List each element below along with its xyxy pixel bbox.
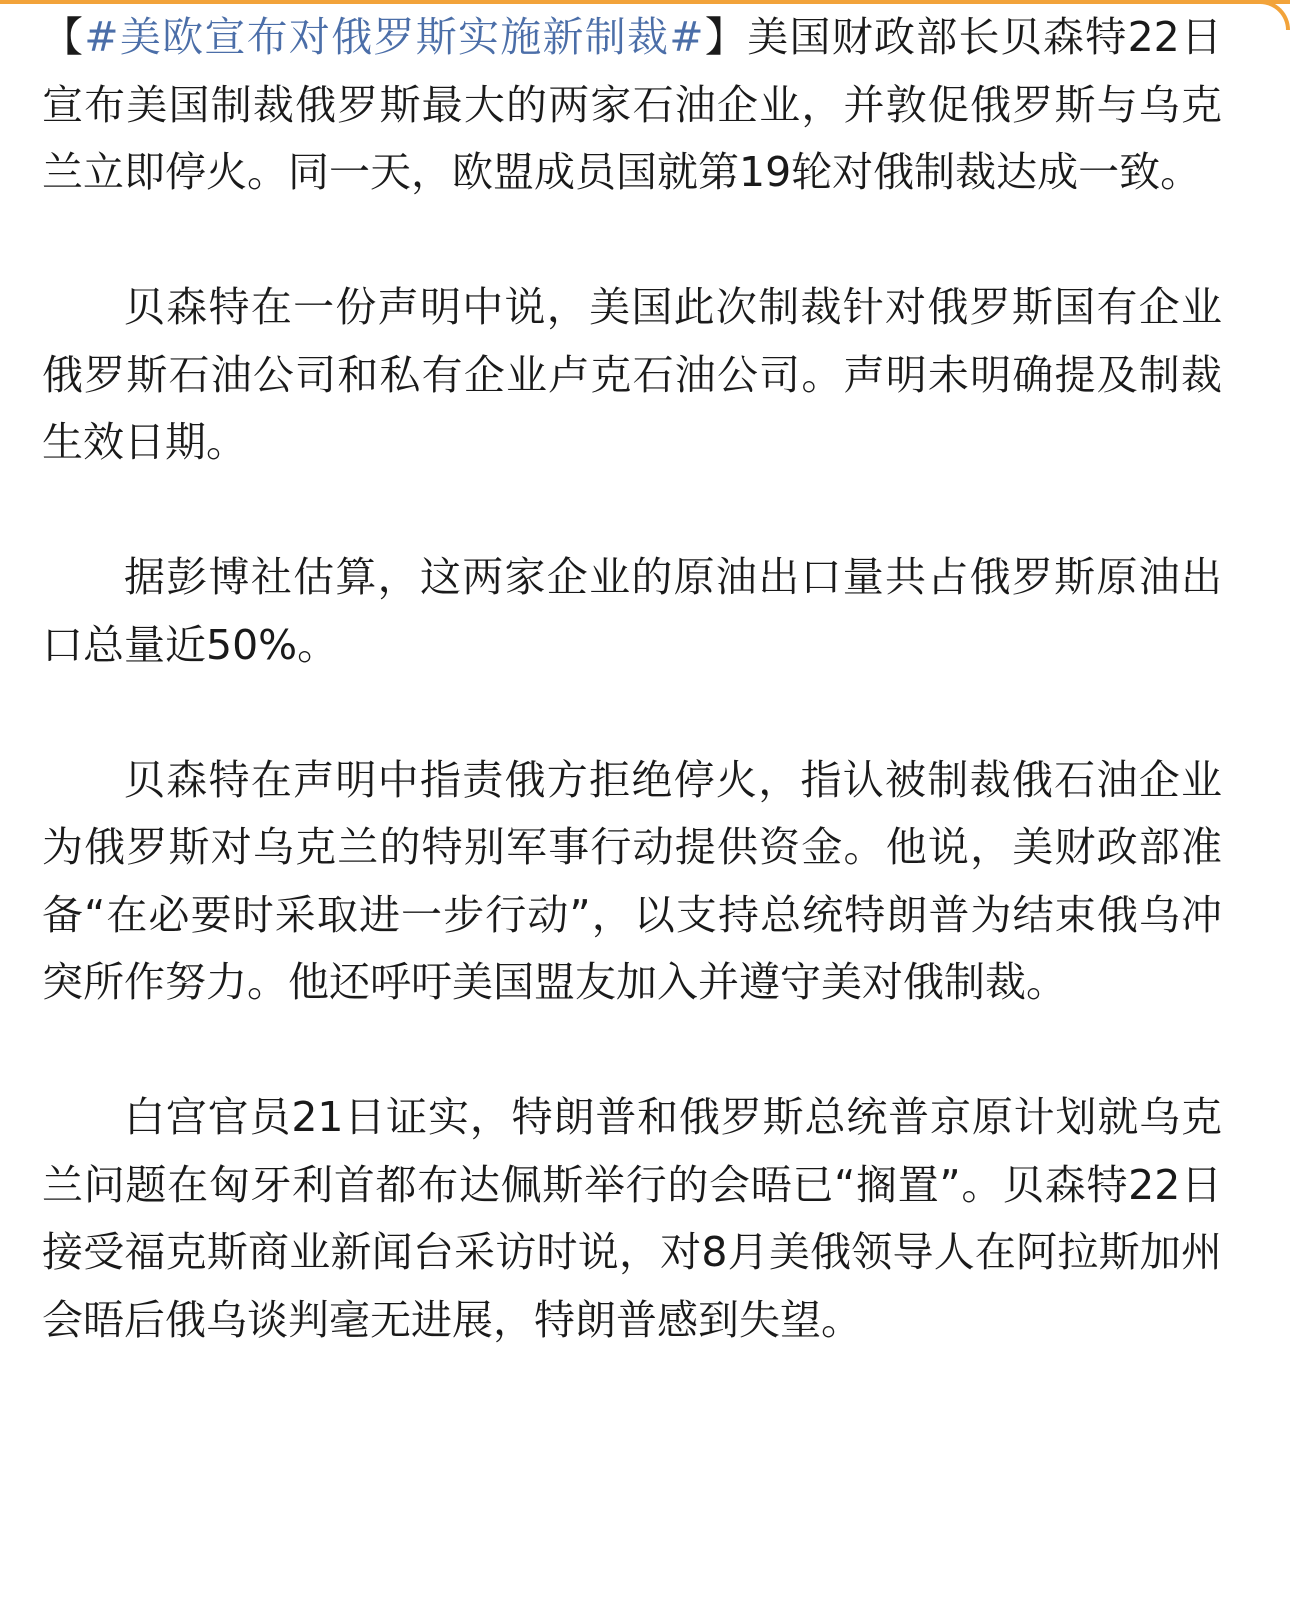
topic-hashtag-link[interactable]: #美欧宣布对俄罗斯实施新制裁# (84, 13, 704, 61)
post-body (42, 4, 1222, 1422)
bracket-open: 【 (42, 13, 85, 61)
paragraph-ceasefire-statement: 贝森特在声明中指责俄方拒绝停火，指认被制裁俄石油企业为俄罗斯对乌克兰的特别军事行动提供资金。他说，美财政部准备“在必要时采取进一步行动”，以支持总统特朗普为结束俄乌冲突所作努力。他还呼吁美国盟友加入并遵守美对俄制裁。 (42, 755, 1222, 1006)
bracket-close: 】 (703, 13, 748, 61)
paragraph-export-share: 据彭博社估算，这两家企业的原油出口量共占俄罗斯原油出口总量近50%。 (42, 553, 1222, 669)
lead-text: 美国财政部长贝森特22日宣布美国制裁俄罗斯最大的两家石油企业，并敦促俄罗斯与乌克兰立即停火。同一天，欧盟成员国就第19轮对俄制裁达成一致。 (42, 13, 1223, 196)
top-accent-corner (1260, 0, 1290, 30)
paragraph-summit-shelved: 白宫官员21日证实，特朗普和俄罗斯总统普京原计划就乌克兰问题在匈牙利首都布达佩斯举行的会晤已“搁置”。贝森特22日接受福克斯商业新闻台采访时说，对8月美俄领导人在阿拉斯加州会晤后俄乌谈判毫无进展，特朗普感到失望。 (42, 1093, 1222, 1344)
lead-paragraph (42, 4, 1222, 207)
paragraph-sanction-targets: 贝森特在一份声明中说，美国此次制裁针对俄罗斯国有企业俄罗斯石油公司和私有企业卢克石油公司。声明未明确提及制裁生效日期。 (42, 283, 1222, 466)
